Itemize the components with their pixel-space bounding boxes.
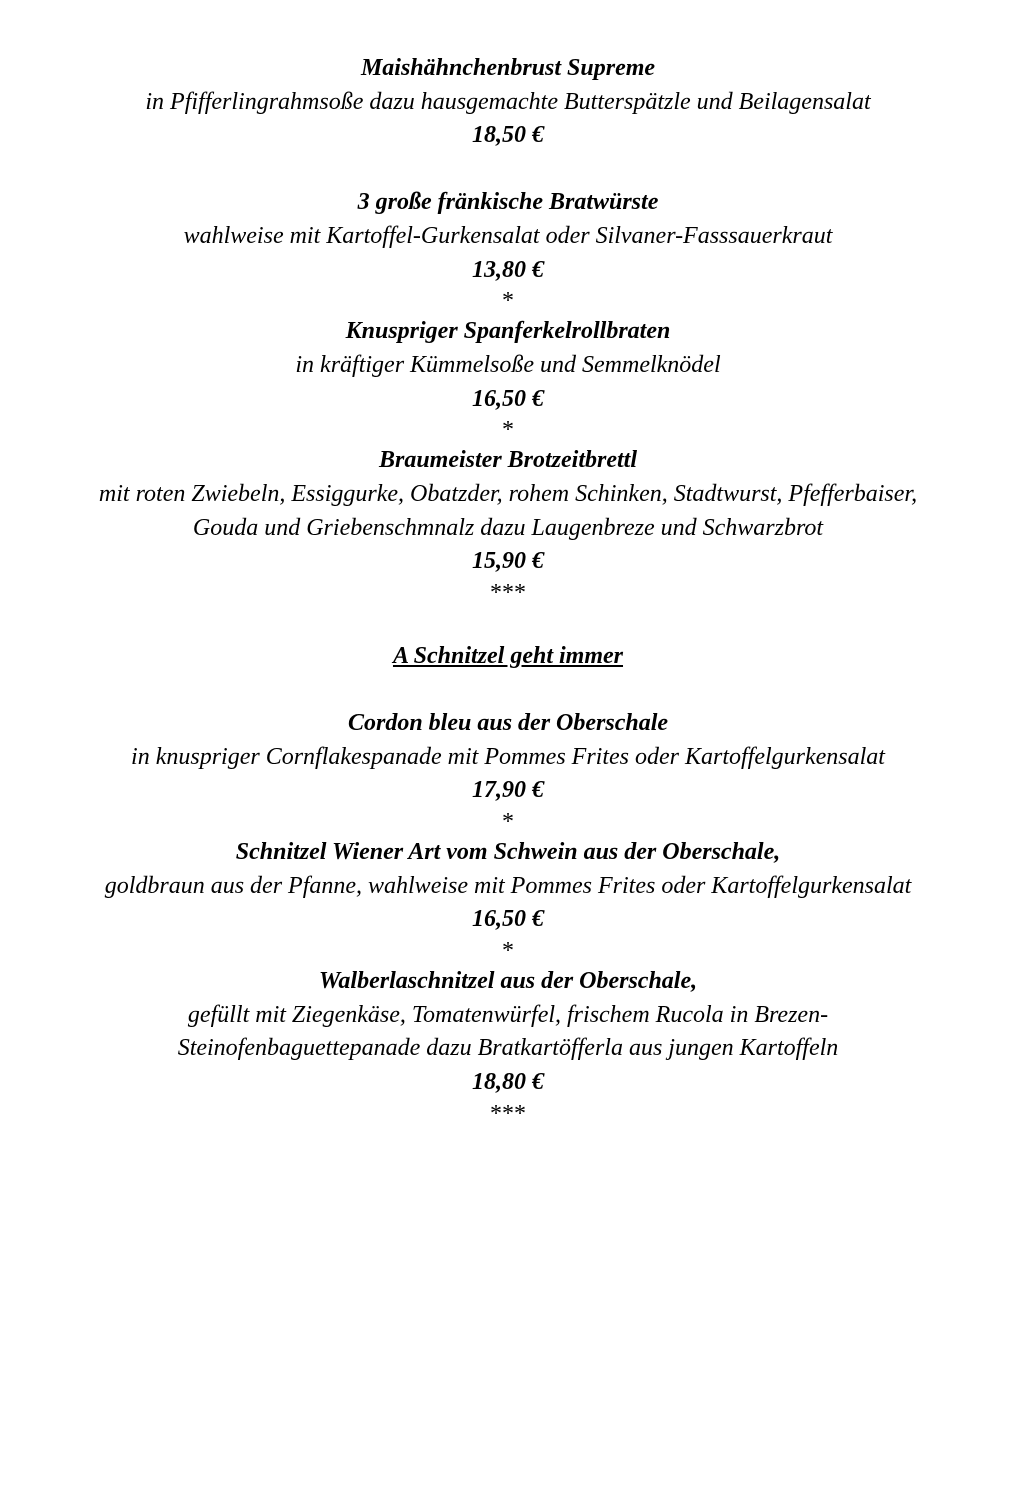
dish-title: Cordon bleu aus der Oberschale xyxy=(347,709,669,736)
separator: *** xyxy=(490,580,526,607)
dish-title: Knuspriger Spanferkelrollbraten xyxy=(345,318,671,345)
dish-description: gefüllt mit Ziegenkäse, Tomatenwürfel, frischem Rucola in Brezen- xyxy=(187,1001,829,1028)
dish-price: 13,80 € xyxy=(472,256,544,283)
dish-description: in kräftiger Kümmelsoße und Semmelknödel xyxy=(295,351,721,378)
dish-price: 16,50 € xyxy=(472,906,544,933)
separator: * xyxy=(502,938,514,965)
dish-title: Maishähnchenbrust Supreme xyxy=(360,55,656,81)
menu-item xyxy=(0,965,1016,1128)
dish-price: 18,80 € xyxy=(472,1069,544,1096)
menu-item xyxy=(0,707,1016,836)
dish-description: goldbraun aus der Pfanne, wahlweise mit Pommes Frites oder Kartoffelgurkensalat xyxy=(104,872,912,899)
menu-item xyxy=(0,52,1016,153)
dish-description: mit roten Zwiebeln, Essiggurke, Obatzder, rohem Schinken, Stadtwurst, Pfefferbaiser, xyxy=(98,481,918,508)
dish-description: wahlweise mit Kartoffel-Gurkensalat oder Silvaner-Fasssauerkraut xyxy=(183,222,833,249)
menu-page xyxy=(0,52,1016,1128)
dish-price: 17,90 € xyxy=(472,777,544,804)
dish-price: 18,50 € xyxy=(472,122,544,149)
spacer xyxy=(0,607,1016,640)
menu-item xyxy=(0,315,1016,444)
separator: * xyxy=(502,288,514,315)
dish-title: Schnitzel Wiener Art vom Schwein aus der Oberschale, xyxy=(235,838,781,865)
menu-item xyxy=(0,186,1016,315)
separator: * xyxy=(502,417,514,444)
dish-description: in Pfifferlingrahmsoße dazu hausgemachte Butterspätzle und Beilagensalat xyxy=(145,88,871,115)
separator: *** xyxy=(490,1100,526,1127)
dish-description: Steinofenbaguettepanade dazu Bratkartöfferla aus jungen Kartoffeln xyxy=(177,1035,839,1062)
spacer xyxy=(0,153,1016,186)
menu-item xyxy=(0,836,1016,965)
spacer xyxy=(0,674,1016,707)
dish-price: 15,90 € xyxy=(472,548,544,575)
dish-price: 16,50 € xyxy=(472,385,544,412)
menu-item xyxy=(0,444,1016,607)
dish-title: 3 große fränkische Bratwürste xyxy=(357,189,659,216)
dish-title: Walberlaschnitzel aus der Oberschale, xyxy=(318,968,698,995)
dish-description: in knuspriger Cornflakespanade mit Pommes Frites oder Kartoffelgurkensalat xyxy=(131,743,885,770)
dish-description: Gouda und Griebenschmnalz dazu Laugenbreze und Schwarzbrot xyxy=(192,514,824,541)
dish-title: Braumeister Brotzeitbrettl xyxy=(378,447,638,474)
separator: * xyxy=(502,808,514,835)
section-heading: A Schnitzel geht immer xyxy=(392,643,624,670)
